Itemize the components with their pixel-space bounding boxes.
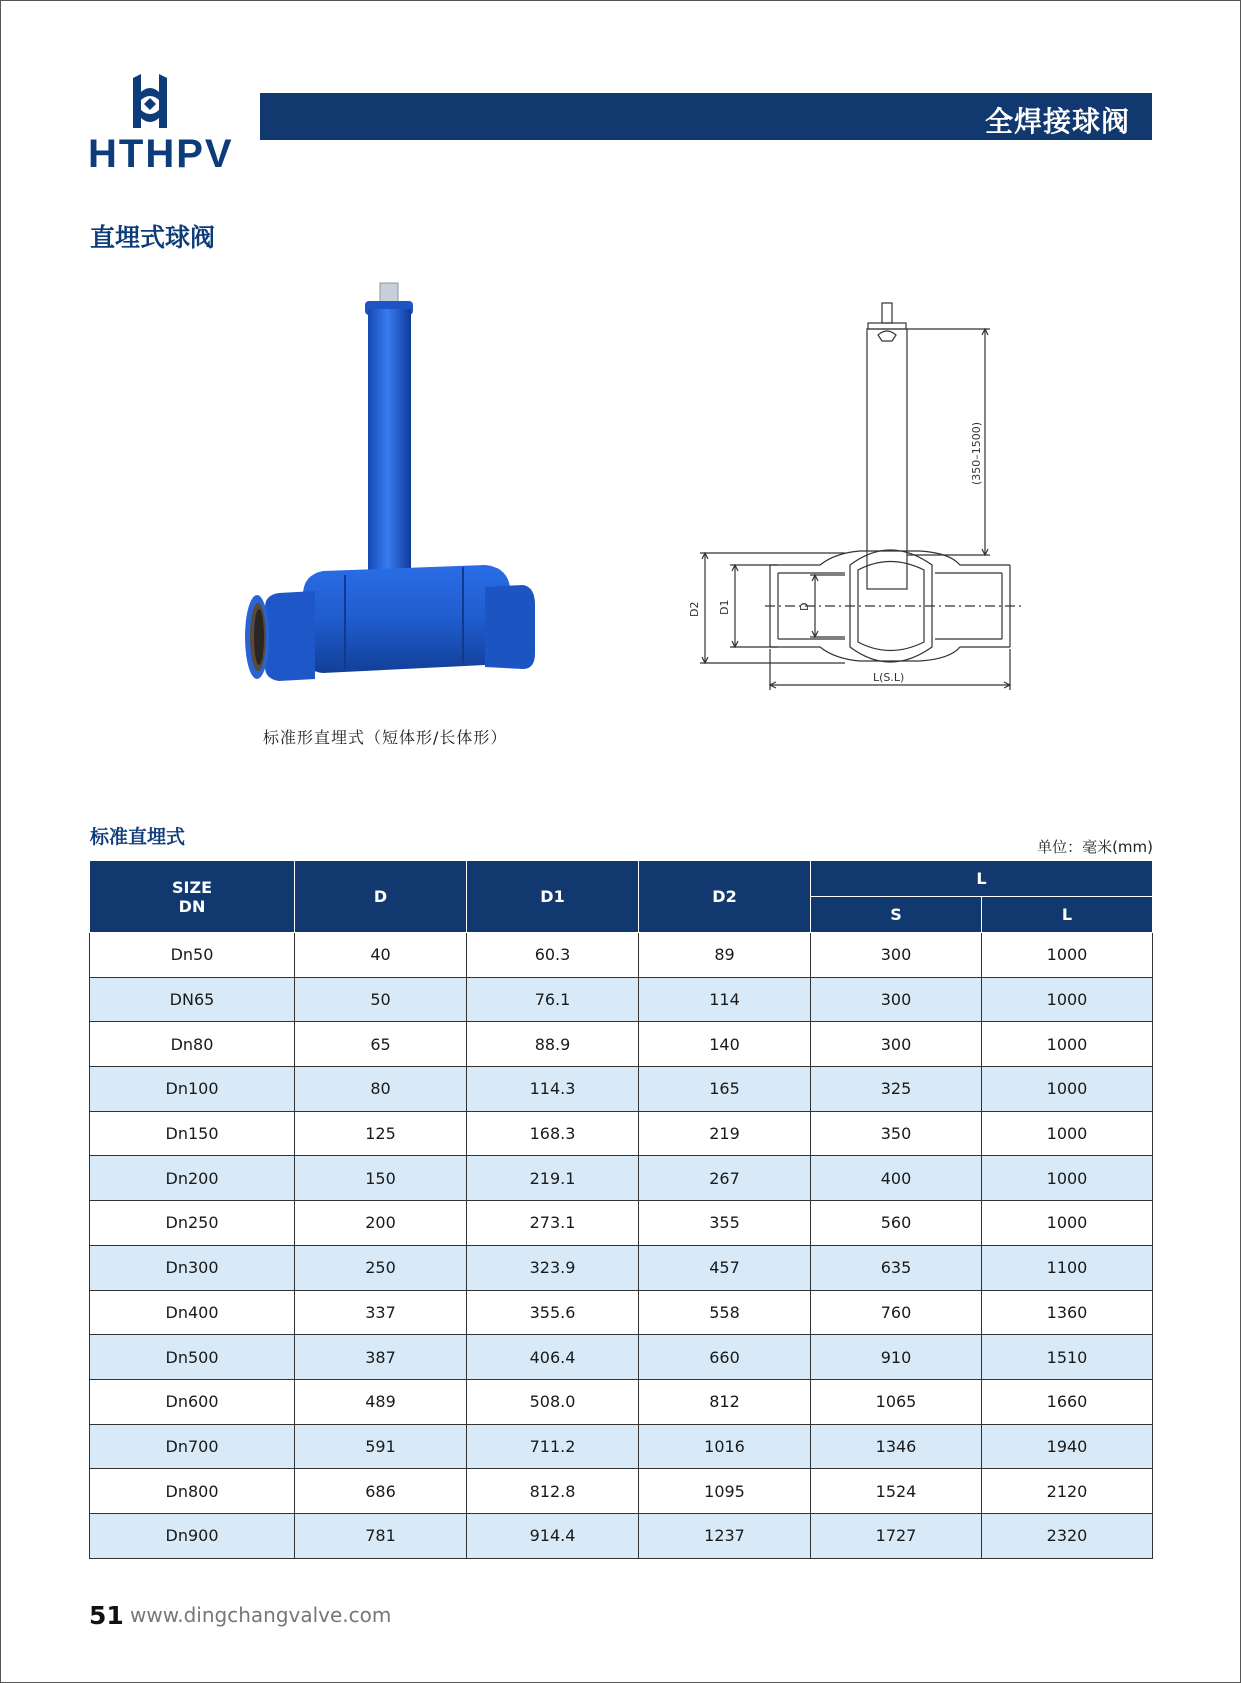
s-cell: 560: [811, 1201, 982, 1246]
category-title-bar: [260, 93, 1152, 140]
s-cell: 1524: [811, 1469, 982, 1514]
d-cell: 387: [295, 1335, 467, 1380]
d-cell: 40: [295, 933, 467, 978]
s-cell: 760: [811, 1290, 982, 1335]
s-cell: 300: [811, 933, 982, 978]
header-l: L: [982, 897, 1153, 933]
d2-cell: 267: [639, 1156, 811, 1201]
header-l-group: L: [811, 861, 1153, 897]
table-row: [90, 1379, 1153, 1424]
l-cell: 1660: [982, 1379, 1153, 1424]
l-cell: 1000: [982, 933, 1153, 978]
d-label: D: [798, 602, 811, 611]
s-cell: 400: [811, 1156, 982, 1201]
d-cell: 150: [295, 1156, 467, 1201]
table-row: [90, 1290, 1153, 1335]
d-cell: 50: [295, 977, 467, 1022]
spec-table-body: [90, 933, 1153, 1559]
d1-cell: 114.3: [467, 1067, 639, 1112]
d2-cell: 114: [639, 977, 811, 1022]
header-size-line2: DN: [178, 896, 206, 916]
size-cell: Dn800: [90, 1469, 295, 1514]
d-cell: 781: [295, 1513, 467, 1558]
spec-table: [89, 860, 1153, 1559]
size-cell: Dn150: [90, 1111, 295, 1156]
d1-cell: 168.3: [467, 1111, 639, 1156]
d2-cell: 558: [639, 1290, 811, 1335]
size-cell: Dn400: [90, 1290, 295, 1335]
d-cell: 80: [295, 1067, 467, 1112]
l-cell: 2320: [982, 1513, 1153, 1558]
s-cell: 325: [811, 1067, 982, 1112]
d1-cell: 60.3: [467, 933, 639, 978]
d1-cell: 711.2: [467, 1424, 639, 1469]
l-cell: 1100: [982, 1245, 1153, 1290]
l-cell: 1360: [982, 1290, 1153, 1335]
table-row: [90, 933, 1153, 978]
d1-cell: 219.1: [467, 1156, 639, 1201]
table-row: [90, 1424, 1153, 1469]
photo-caption: 标准形直埋式（短体形/长体形）: [263, 728, 508, 747]
s-cell: 910: [811, 1335, 982, 1380]
d-cell: 250: [295, 1245, 467, 1290]
d1-cell: 914.4: [467, 1513, 639, 1558]
l-cell: 1940: [982, 1424, 1153, 1469]
d1-cell: 76.1: [467, 977, 639, 1022]
size-cell: Dn250: [90, 1201, 295, 1246]
size-cell: Dn80: [90, 1022, 295, 1067]
l-cell: 2120: [982, 1469, 1153, 1514]
s-cell: 1346: [811, 1424, 982, 1469]
d2-cell: 140: [639, 1022, 811, 1067]
size-cell: DN65: [90, 977, 295, 1022]
size-cell: Dn600: [90, 1379, 295, 1424]
header-d2: D2: [639, 861, 811, 933]
header-size-line1: SIZE: [171, 877, 212, 897]
d-cell: 65: [295, 1022, 467, 1067]
table-row: [90, 1067, 1153, 1112]
d2-cell: 1016: [639, 1424, 811, 1469]
table-row: [90, 1201, 1153, 1246]
d2-cell: 219: [639, 1111, 811, 1156]
table-row: [90, 1111, 1153, 1156]
s-cell: 1727: [811, 1513, 982, 1558]
section-title: 直埋式球阀: [90, 223, 216, 252]
size-cell: Dn900: [90, 1513, 295, 1558]
d2-cell: 660: [639, 1335, 811, 1380]
l-cell: 1510: [982, 1335, 1153, 1380]
size-cell: Dn500: [90, 1335, 295, 1380]
l-cell: 1000: [982, 1111, 1153, 1156]
d-cell: 200: [295, 1201, 467, 1246]
d1-cell: 508.0: [467, 1379, 639, 1424]
header-d: D: [295, 861, 467, 933]
s-cell: 350: [811, 1111, 982, 1156]
d-cell: 591: [295, 1424, 467, 1469]
header-size: [90, 861, 295, 933]
s-cell: 1065: [811, 1379, 982, 1424]
table-row: [90, 1335, 1153, 1380]
table-row: [90, 1469, 1153, 1514]
d1-cell: 88.9: [467, 1022, 639, 1067]
d1-cell: 812.8: [467, 1469, 639, 1514]
size-cell: Dn50: [90, 933, 295, 978]
d-cell: 686: [295, 1469, 467, 1514]
header-s: S: [811, 897, 982, 933]
d2-cell: 457: [639, 1245, 811, 1290]
table-row: [90, 977, 1153, 1022]
d2-cell: 812: [639, 1379, 811, 1424]
page-number: 51: [89, 1601, 124, 1630]
header-d1: D1: [467, 861, 639, 933]
d2-label: D2: [688, 601, 701, 617]
table-row: [90, 1245, 1153, 1290]
table-row: [90, 1022, 1153, 1067]
website-link[interactable]: www.dingchangvalve.com: [130, 1603, 392, 1627]
s-cell: 635: [811, 1245, 982, 1290]
table-subtitle: 标准直埋式: [90, 826, 186, 848]
d2-cell: 355: [639, 1201, 811, 1246]
l-cell: 1000: [982, 1201, 1153, 1246]
d1-cell: 406.4: [467, 1335, 639, 1380]
valve-dimension-drawing: [670, 295, 1030, 695]
stem-height-label: (350–1500): [970, 421, 983, 485]
d2-cell: 165: [639, 1067, 811, 1112]
d1-cell: 273.1: [467, 1201, 639, 1246]
size-cell: Dn300: [90, 1245, 295, 1290]
table-row: [90, 1156, 1153, 1201]
d1-cell: 323.9: [467, 1245, 639, 1290]
d-cell: 125: [295, 1111, 467, 1156]
valve-photo: [245, 275, 535, 700]
s-cell: 300: [811, 1022, 982, 1067]
d1-label: D1: [718, 599, 731, 615]
size-cell: Dn200: [90, 1156, 295, 1201]
d2-cell: 1095: [639, 1469, 811, 1514]
d2-cell: 1237: [639, 1513, 811, 1558]
logo-text: HTHPV: [88, 132, 234, 176]
category-title: 全焊接球阀: [984, 105, 1130, 138]
d-cell: 337: [295, 1290, 467, 1335]
d-cell: 489: [295, 1379, 467, 1424]
d2-cell: 89: [639, 933, 811, 978]
length-label: L(S.L): [873, 671, 905, 684]
l-cell: 1000: [982, 1067, 1153, 1112]
d1-cell: 355.6: [467, 1290, 639, 1335]
l-cell: 1000: [982, 1156, 1153, 1201]
unit-label: 单位：毫米(mm): [1037, 838, 1153, 856]
size-cell: Dn700: [90, 1424, 295, 1469]
table-row: [90, 1513, 1153, 1558]
l-cell: 1000: [982, 977, 1153, 1022]
size-cell: Dn100: [90, 1067, 295, 1112]
l-cell: 1000: [982, 1022, 1153, 1067]
s-cell: 300: [811, 977, 982, 1022]
